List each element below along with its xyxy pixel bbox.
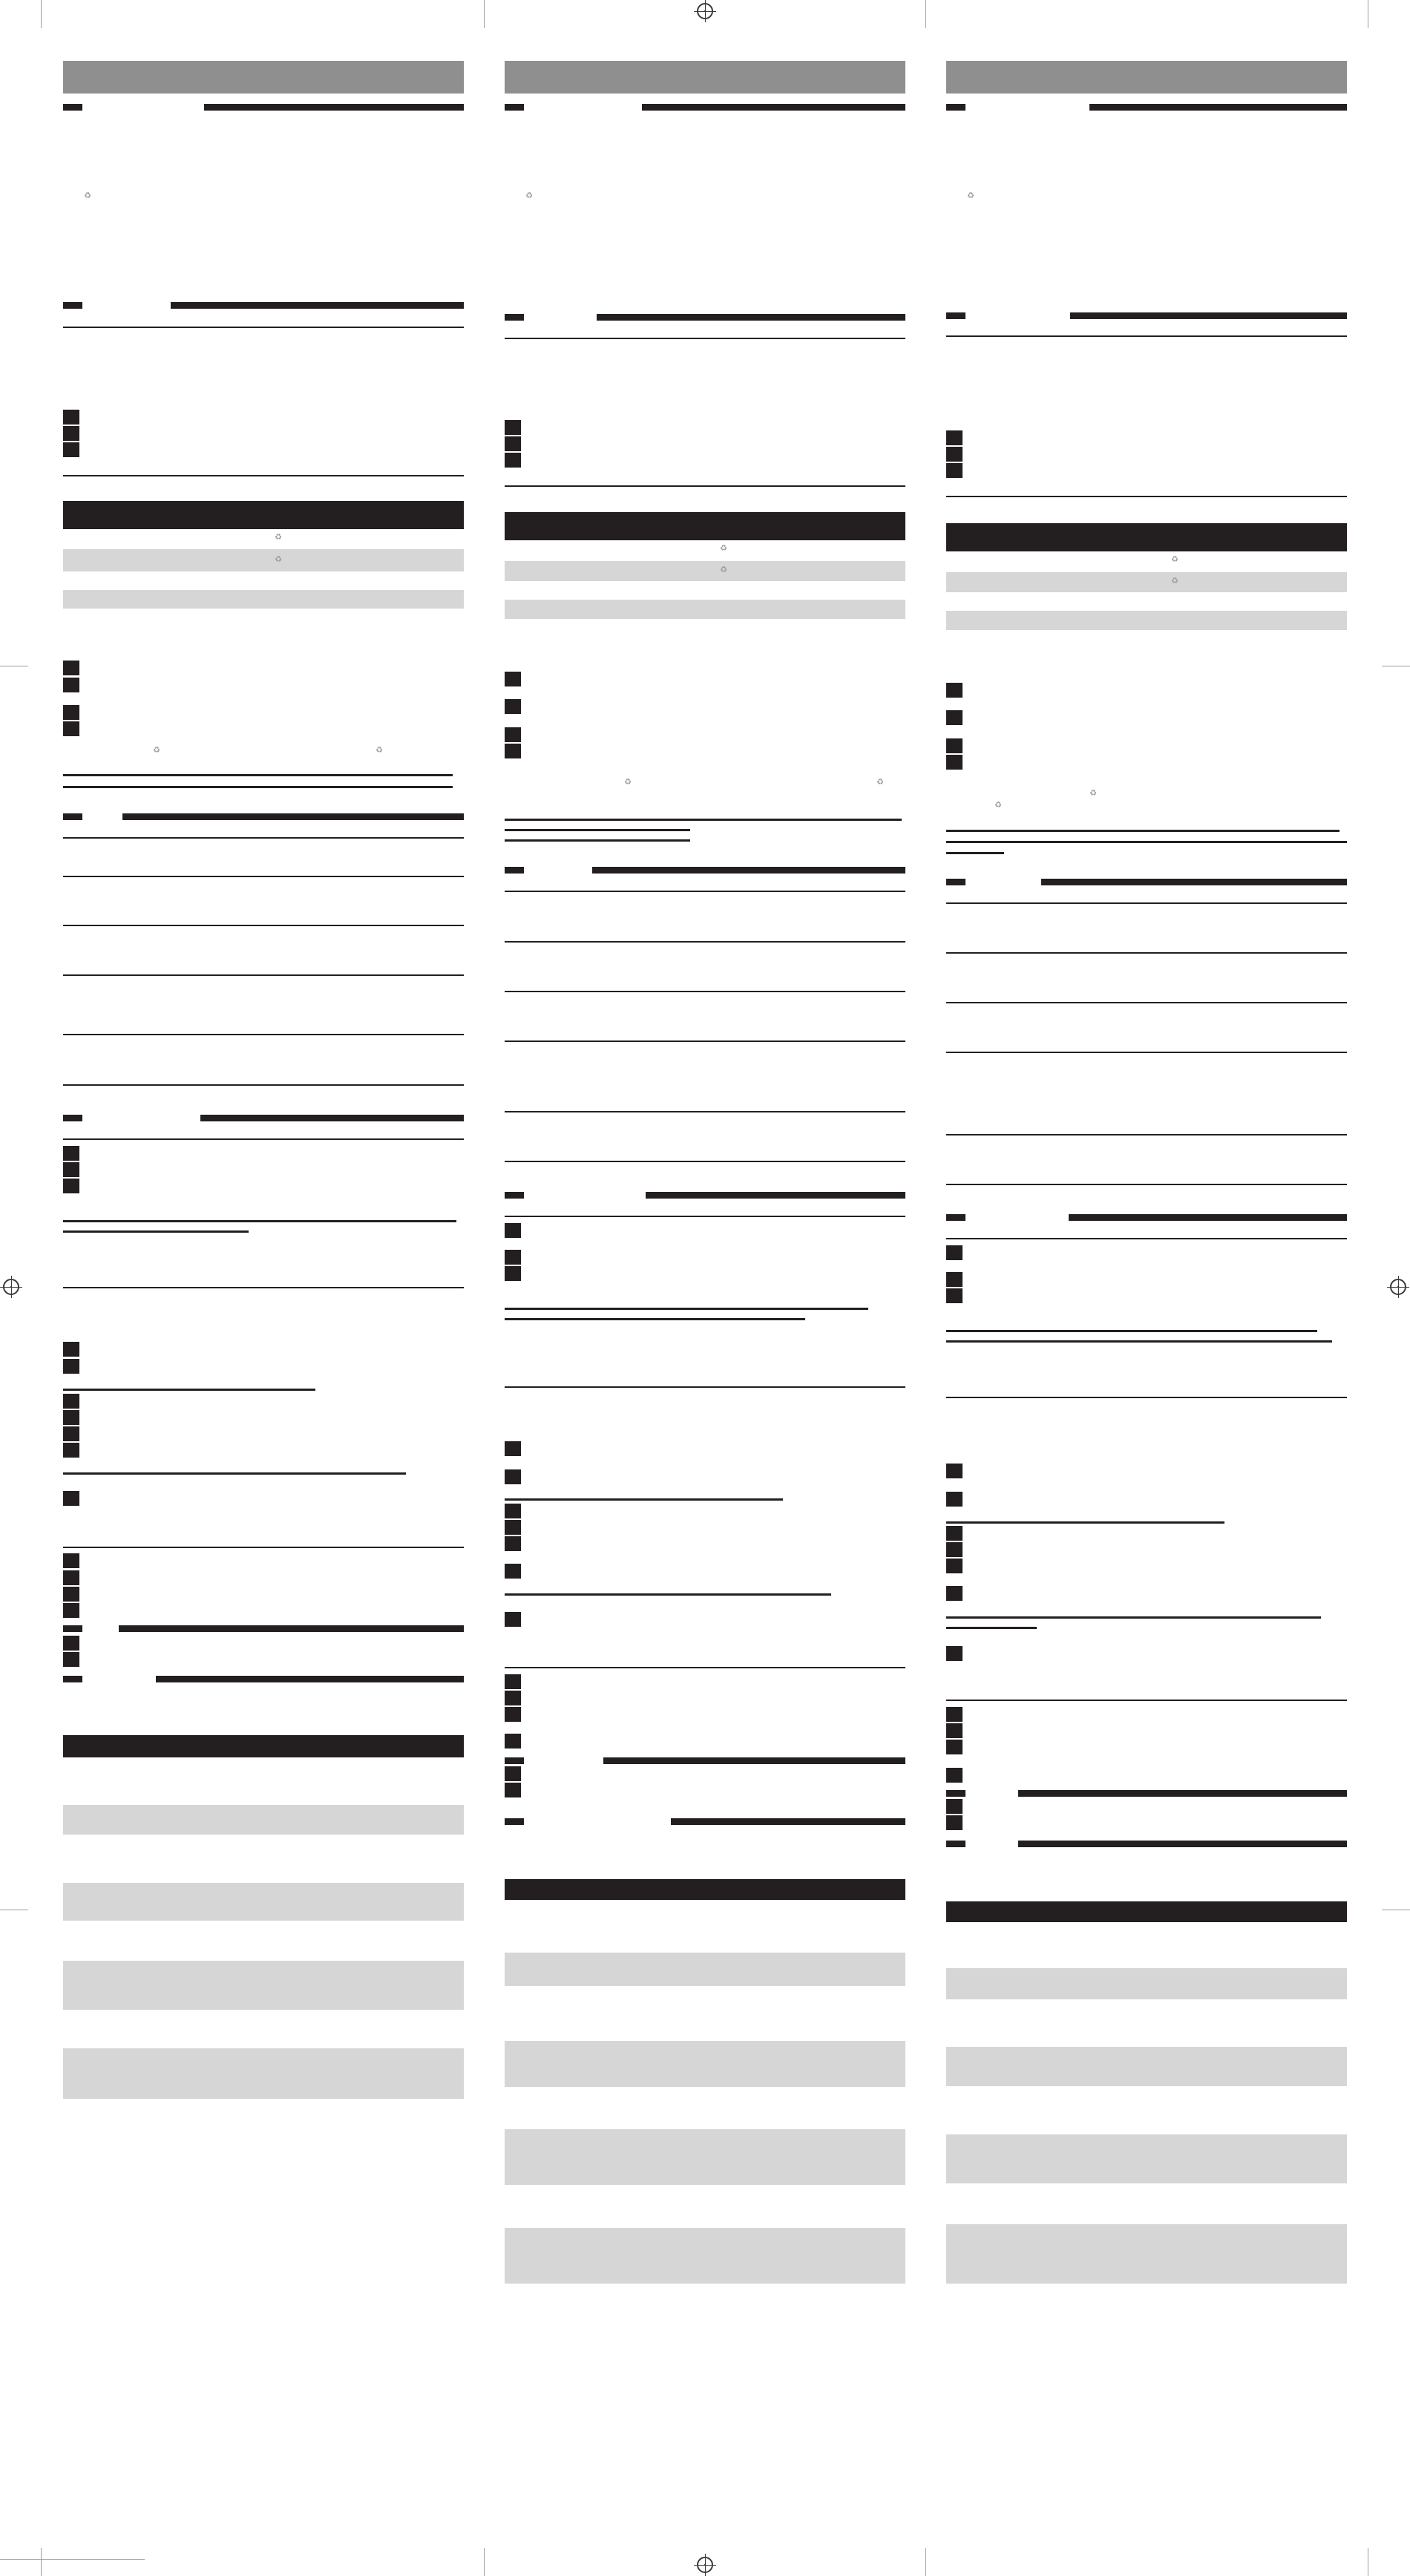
divider — [63, 1547, 464, 1548]
trash-bin-icon: ♻ — [1171, 555, 1178, 564]
step-number-icon — [505, 672, 521, 686]
step-number-icon — [946, 710, 963, 725]
section-rule — [1069, 1214, 1347, 1221]
step-number-icon — [946, 463, 963, 478]
divider — [946, 1134, 1347, 1135]
step-number-icon — [63, 1426, 79, 1441]
section-rule — [204, 104, 464, 111]
divider — [505, 1040, 905, 1042]
section-marker — [946, 879, 965, 885]
step-number-icon — [63, 410, 79, 425]
section-rule — [1070, 312, 1347, 319]
divider — [946, 1397, 1347, 1398]
column-1 — [63, 0, 464, 2576]
step-number-icon — [505, 699, 521, 714]
step-number-icon — [63, 1162, 79, 1177]
trash-bin-icon: ♻ — [275, 555, 282, 564]
crop-mark-icon — [484, 2548, 485, 2576]
trash-bin-icon: ♻ — [876, 778, 884, 787]
step-number-icon — [946, 1586, 963, 1601]
section-marker — [946, 1214, 965, 1221]
table-row-shaded — [946, 2047, 1347, 2086]
step-number-icon — [505, 1674, 521, 1689]
step-number-icon — [63, 1587, 79, 1602]
underline-rule — [63, 1220, 456, 1222]
trash-bin-icon: ♻ — [376, 746, 383, 755]
section-marker — [505, 1192, 524, 1199]
step-number-icon — [946, 1288, 963, 1303]
underline-rule — [505, 839, 690, 842]
divider — [946, 1052, 1347, 1053]
trash-bin-icon: ♻ — [525, 191, 533, 200]
trash-bin-icon: ♻ — [1089, 789, 1097, 798]
underline-rule — [946, 1521, 1224, 1524]
step-number-icon — [63, 1652, 79, 1667]
step-number-icon — [505, 1734, 521, 1749]
step-number-icon — [946, 1723, 963, 1738]
underline-rule — [946, 1627, 1037, 1629]
section-rule — [1018, 1841, 1347, 1847]
section-marker — [505, 104, 524, 111]
divider — [63, 1034, 464, 1035]
step-number-icon — [505, 1783, 521, 1797]
step-number-icon — [946, 430, 963, 445]
step-number-icon — [946, 1799, 963, 1814]
step-number-icon — [63, 1410, 79, 1425]
crop-mark-icon — [41, 0, 42, 28]
crop-mark-icon — [925, 0, 926, 28]
underline-rule — [946, 830, 1340, 832]
step-number-icon — [63, 1342, 79, 1357]
trash-bin-icon: ♻ — [275, 533, 282, 542]
underline-rule — [505, 819, 902, 821]
underline-rule — [946, 852, 1004, 854]
step-number-icon — [505, 436, 521, 451]
trash-bin-icon: ♻ — [994, 801, 1002, 810]
column-3 — [946, 0, 1347, 2576]
divider — [946, 952, 1347, 954]
divider — [505, 1667, 905, 1668]
underline-rule — [63, 774, 453, 776]
divider — [946, 1238, 1347, 1239]
table-row-shaded — [63, 590, 464, 609]
underline-rule — [63, 1472, 406, 1475]
divider — [505, 485, 905, 487]
table-row-shaded — [946, 2224, 1347, 2284]
section-rule — [603, 1757, 905, 1764]
step-number-icon — [63, 426, 79, 441]
section-rule — [646, 1192, 905, 1199]
step-number-icon — [505, 453, 521, 468]
step-number-icon — [505, 1612, 521, 1627]
divider — [505, 891, 905, 892]
step-number-icon — [63, 1146, 79, 1161]
table-header — [946, 1901, 1347, 1922]
step-number-icon — [946, 1542, 963, 1557]
table-row-shaded — [505, 2041, 905, 2087]
table-row-shaded — [505, 2129, 905, 2185]
step-number-icon — [505, 1691, 521, 1705]
step-number-icon — [946, 1245, 963, 1260]
section-marker — [63, 104, 82, 111]
table-row-shaded — [946, 611, 1347, 630]
divider — [63, 876, 464, 877]
divider — [946, 902, 1347, 904]
table-row-shaded — [63, 549, 464, 571]
underline-rule — [505, 1308, 868, 1310]
underline-rule — [505, 1498, 783, 1501]
step-number-icon — [946, 1707, 963, 1722]
table-header — [63, 1735, 464, 1757]
table-header — [946, 523, 1347, 551]
underline-rule — [505, 1318, 805, 1320]
trash-bin-icon: ♻ — [1171, 577, 1178, 586]
divider — [946, 496, 1347, 497]
section-rule — [171, 302, 464, 309]
column-2 — [505, 0, 905, 2576]
step-number-icon — [63, 1394, 79, 1409]
table-row-shaded — [946, 572, 1347, 592]
step-number-icon — [505, 420, 521, 435]
section-marker — [946, 1790, 965, 1797]
section-rule — [156, 1676, 464, 1682]
table-header — [63, 501, 464, 529]
step-number-icon — [505, 1766, 521, 1781]
trash-bin-icon: ♻ — [624, 778, 632, 787]
table-row-shaded — [63, 1961, 464, 2010]
step-number-icon — [946, 1646, 963, 1661]
table-row-shaded — [63, 2048, 464, 2099]
step-number-icon — [946, 755, 963, 770]
section-rule — [1089, 104, 1347, 111]
divider — [63, 1138, 464, 1140]
step-number-icon — [946, 683, 963, 698]
step-number-icon — [63, 661, 79, 675]
divider — [505, 1216, 905, 1217]
crop-mark-icon — [484, 0, 485, 28]
table-row-shaded — [63, 1883, 464, 1921]
divider — [505, 1386, 905, 1388]
underline-rule — [946, 1330, 1317, 1332]
table-header — [505, 1879, 905, 1900]
section-marker — [946, 104, 965, 111]
trash-bin-icon: ♻ — [720, 566, 727, 574]
step-number-icon — [946, 1464, 963, 1478]
step-number-icon — [63, 1570, 79, 1585]
section-marker — [63, 1676, 82, 1682]
divider — [63, 837, 464, 839]
step-number-icon — [63, 705, 79, 720]
step-number-icon — [505, 1564, 521, 1579]
step-number-icon — [63, 1179, 79, 1193]
section-marker — [505, 867, 524, 874]
title-bar — [63, 61, 464, 94]
section-marker — [63, 1115, 82, 1121]
section-marker — [946, 1841, 965, 1847]
title-bar — [505, 61, 905, 94]
section-rule — [642, 104, 905, 111]
step-number-icon — [63, 1491, 79, 1506]
section-marker — [505, 1757, 524, 1764]
step-number-icon — [63, 1359, 79, 1374]
divider — [63, 974, 464, 976]
divider — [505, 338, 905, 339]
underline-rule — [505, 829, 690, 831]
title-bar — [946, 61, 1347, 94]
section-marker — [946, 312, 965, 319]
step-number-icon — [946, 738, 963, 753]
section-marker — [63, 302, 82, 309]
step-number-icon — [946, 1740, 963, 1754]
step-number-icon — [946, 1272, 963, 1287]
section-rule — [1018, 1790, 1347, 1797]
step-number-icon — [63, 1553, 79, 1568]
table-row-shaded — [505, 600, 905, 619]
table-row-shaded — [946, 2134, 1347, 2183]
step-number-icon — [946, 1492, 963, 1507]
step-number-icon — [946, 1559, 963, 1573]
divider — [505, 1161, 905, 1162]
step-number-icon — [505, 1707, 521, 1722]
trash-bin-icon: ♻ — [967, 191, 974, 200]
crop-mark-icon — [925, 2548, 926, 2576]
underline-rule — [946, 841, 1347, 843]
step-number-icon — [946, 1815, 963, 1830]
section-marker — [63, 813, 82, 820]
section-rule — [597, 314, 905, 321]
section-rule — [671, 1818, 905, 1825]
trash-bin-icon: ♻ — [84, 191, 91, 200]
step-number-icon — [505, 1441, 521, 1456]
step-number-icon — [505, 1469, 521, 1484]
step-number-icon — [63, 442, 79, 457]
step-number-icon — [505, 1520, 521, 1535]
divider — [946, 335, 1347, 337]
table-row-shaded — [505, 561, 905, 581]
divider — [505, 941, 905, 943]
step-number-icon — [505, 1266, 521, 1281]
trash-bin-icon: ♻ — [720, 544, 727, 553]
divider — [946, 1700, 1347, 1701]
section-marker — [505, 1818, 524, 1825]
registration-mark-icon — [3, 1279, 19, 1295]
section-rule — [122, 813, 464, 820]
divider — [505, 1111, 905, 1112]
section-rule — [200, 1115, 464, 1121]
step-number-icon — [505, 727, 521, 742]
divider — [63, 327, 464, 328]
trash-bin-icon: ♻ — [153, 746, 160, 755]
section-marker — [505, 314, 524, 321]
divider — [63, 1287, 464, 1288]
step-number-icon — [63, 1636, 79, 1651]
divider — [63, 925, 464, 926]
table-header — [505, 512, 905, 540]
step-number-icon — [505, 1536, 521, 1551]
table-row-shaded — [946, 1968, 1347, 1999]
underline-rule — [946, 1616, 1321, 1619]
underline-rule — [63, 1230, 249, 1233]
underline-rule — [63, 786, 453, 788]
step-number-icon — [505, 1223, 521, 1238]
section-marker — [63, 1625, 82, 1632]
crop-mark-icon — [41, 2548, 42, 2576]
step-number-icon — [946, 1768, 963, 1783]
registration-mark-icon — [1390, 1279, 1406, 1295]
step-number-icon — [505, 1250, 521, 1265]
table-row-shaded — [63, 1805, 464, 1835]
divider — [63, 475, 464, 476]
step-number-icon — [63, 678, 79, 692]
step-number-icon — [946, 1526, 963, 1541]
underline-rule — [63, 1389, 315, 1391]
underline-rule — [946, 1340, 1332, 1343]
underline-rule — [505, 1593, 831, 1596]
table-row-shaded — [505, 1953, 905, 1986]
section-rule — [592, 867, 905, 874]
divider — [946, 1184, 1347, 1185]
divider — [63, 1084, 464, 1086]
step-number-icon — [946, 447, 963, 462]
divider — [505, 991, 905, 992]
divider — [946, 1002, 1347, 1003]
step-number-icon — [63, 1603, 79, 1618]
step-number-icon — [63, 721, 79, 736]
step-number-icon — [63, 1443, 79, 1458]
table-row-shaded — [505, 2228, 905, 2284]
step-number-icon — [505, 1504, 521, 1518]
step-number-icon — [505, 744, 521, 758]
section-rule — [119, 1625, 464, 1632]
section-rule — [1041, 879, 1347, 885]
